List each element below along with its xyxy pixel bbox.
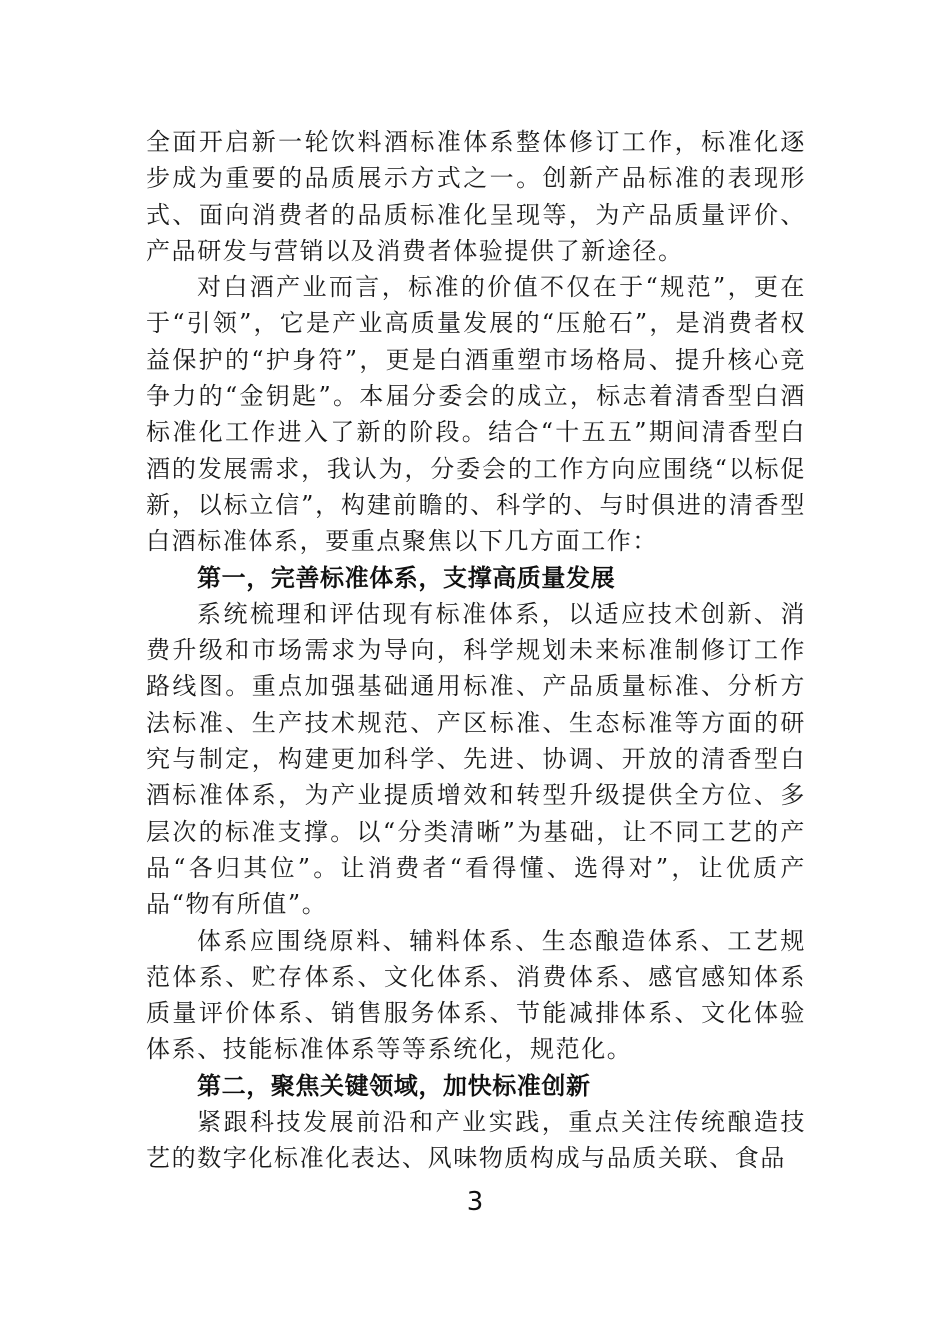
document-body: [146, 124, 806, 1177]
section-heading-first: 第一，完善标准体系，支撑高质量发展: [197, 563, 616, 592]
section-heading-second: 第二，聚焦关键领域，加快标准创新: [197, 1071, 591, 1100]
paragraph-key-areas: 紧跟科技发展前沿和产业实践，重点关注传统酿造技艺的数字化标准化表达、风味物质构成与品质关联、食品: [146, 1108, 806, 1173]
paragraph-system-scope: 体系应围绕原料、辅料体系、生态酿造体系、工艺规范体系、贮存体系、文化体系、消费体系、感官感知体系质量评价体系、销售服务体系、节能减排体系、文化体验体系、技能标准体系等等系统化，规范化。: [146, 926, 806, 1064]
paragraph-standards-value: 对白酒产业而言，标准的价值不仅在于“规范”，更在于“引领”，它是产业高质量发展的“压舱石”，是消费者权益保护的“护身符”，更是白酒重塑市场格局、提升核心竞争力的“金钥匙”。本届分委会的成立，标志着清香型白酒标准化工作进入了新的阶段。结合“十五五”期间清香型白酒的发展需求，我认为，分委会的工作方向应围绕“以标促新，以标立信”，构建前瞻的、科学的、与时俱进的清香型白酒标准体系，要重点聚焦以下几方面工作：: [146, 273, 806, 556]
paragraph-system-review: 系统梳理和评估现有标准体系，以适应技术创新、消费升级和市场需求为导向，科学规划未来标准制修订工作路线图。重点加强基础通用标准、产品质量标准、分析方法标准、生产技术规范、产区标准、生态标准等方面的研究与制定，构建更加科学、先进、协调、开放的清香型白酒标准体系，为产业提质增效和转型升级提供全方位、多层次的标准支撑。以“分类清晰”为基础，让不同工艺的产品“各归其位”。让消费者“看得懂、选得对”，让优质产品“物有所值”。: [146, 599, 806, 919]
paragraph-continuation: 全面开启新一轮饮料酒标准体系整体修订工作，标准化逐步成为重要的品质展示方式之一。创新产品标准的表现形式、面向消费者的品质标准化呈现等，为产品质量评价、产品研发与营销以及消费者体验提供了新途径。: [146, 128, 806, 265]
page-number: 3: [466, 1187, 484, 1217]
